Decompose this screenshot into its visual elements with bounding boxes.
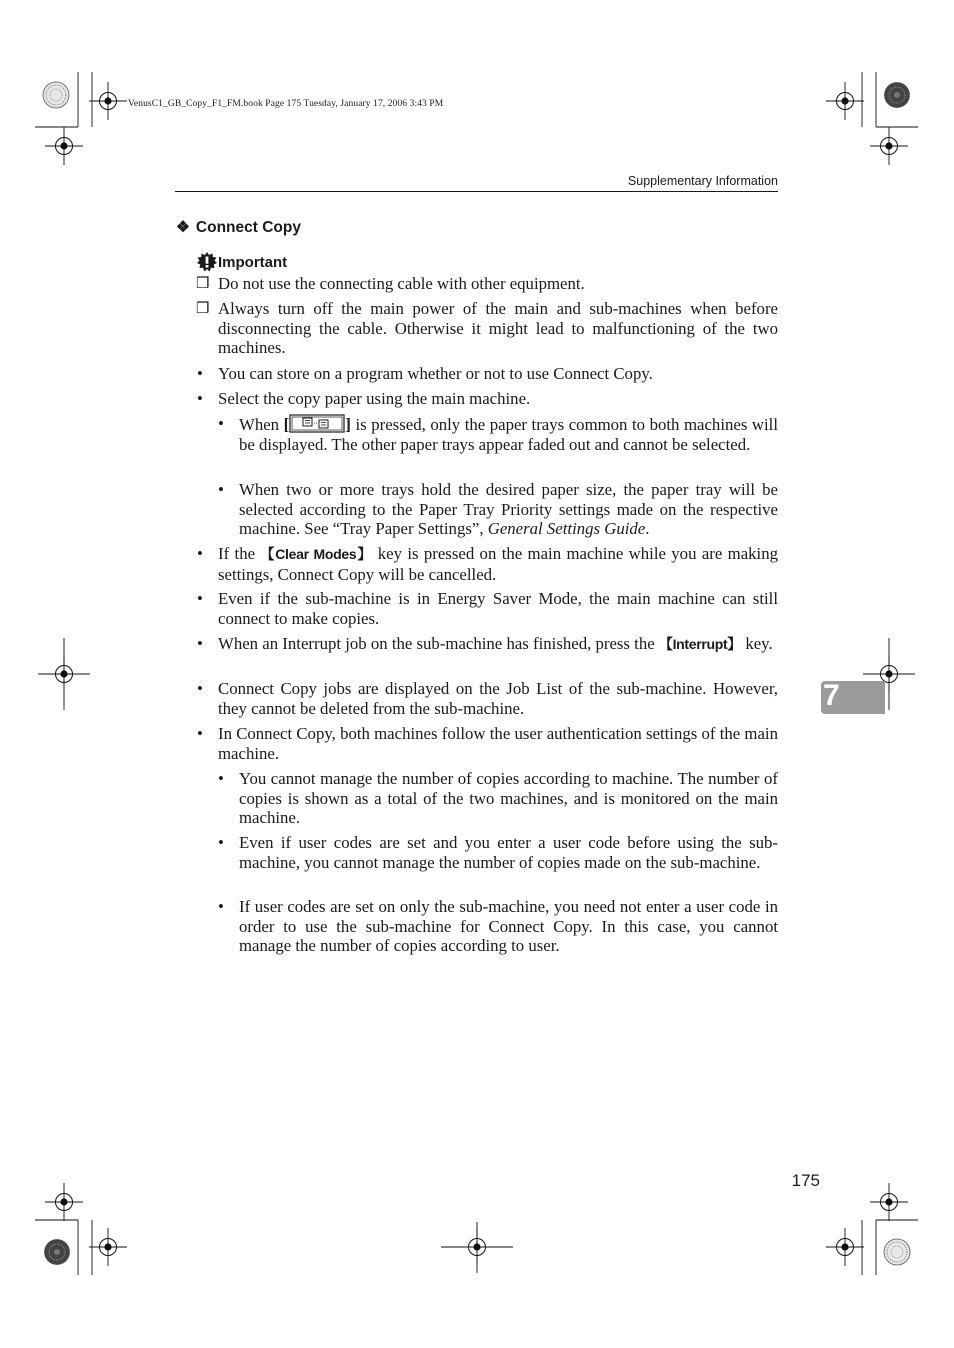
registration-disc-top-right [884, 82, 910, 108]
running-head: Supplementary Information [627, 174, 778, 188]
list-item: • You can store on a program whether or not to use Connect Copy. [197, 364, 653, 383]
registration-mark [89, 82, 127, 120]
bullet-icon: • [197, 634, 203, 653]
print-info: VenusC1_GB_Copy_F1_FM.book Page 175 Tuesday, January 17, 2006 3:43 PM [128, 99, 444, 109]
diamond-icon: ❖ [176, 219, 190, 236]
bullet-icon: • [197, 364, 203, 383]
chapter-tab [821, 681, 885, 714]
bullet-icon: • [197, 544, 203, 563]
important-item-2: ❒ Always turn off the main power of the main and sub-machines when before disconnecting the cable. Otherwise it might lead to malfunctioning of the two machines. [196, 299, 778, 358]
bullet-icon: • [218, 833, 224, 852]
section-title-text: Connect Copy [195, 219, 301, 236]
bullet-icon: • [218, 480, 224, 499]
list-item: • Select the copy paper using the main machine. [197, 389, 531, 408]
list-sub-item: • If user codes are set on only the sub-machine, you need not enter a user code in order to use the sub-machine for Connect Copy. In this case, you cannot manage the number of copies according to user. [218, 897, 778, 956]
list-sub-item: • Even if user codes are set and you enter a user code before using the sub-machine, you cannot manage the number of copies made on the sub-machine. [218, 833, 778, 872]
list-item: • Even if the sub-machine is in Energy Saver Mode, the main machine can still connect to make copies. [197, 589, 778, 628]
registration-mark [826, 82, 864, 120]
clear-modes-key: 【Clear Modes】 [260, 546, 373, 562]
section-title [176, 218, 301, 237]
interrupt-key: 【Interrupt】 [658, 636, 742, 652]
connect-copy-tray-key-icon [289, 414, 345, 433]
bullet-icon: • [218, 769, 224, 788]
bullet-icon: • [218, 897, 224, 916]
registration-disc-bottom-right [884, 1239, 910, 1265]
list-item: • In Connect Copy, both machines follow the user authentication settings of the main machine. [197, 724, 778, 763]
list-sub-item: • You cannot manage the number of copies according to machine. The number of copies is shown as a total of the two machines, and is monitored on the main machine. [218, 769, 778, 828]
list-item: • If the 【Clear Modes】 key is pressed on the main machine while you are making settings, Connect Copy will be cancelled. [197, 544, 778, 584]
checkbox-icon: ❒ [196, 301, 210, 317]
page-number: 175 [791, 1171, 820, 1190]
list-sub-item: • When [ ] is pressed, only the paper trays common to both machines will be displayed. The other paper trays appear faded out and cannot be selected. [218, 414, 778, 454]
registration-disc-top-left [43, 82, 69, 108]
bullet-icon: • [197, 679, 203, 698]
important-heading [197, 252, 287, 272]
manual-reference: General Settings Guide [487, 519, 646, 539]
registration-mark [870, 1183, 908, 1221]
list-sub-item: • When two or more trays hold the desired paper size, the paper tray will be selected according to the Paper Tray Priority settings made on the respective machine. See “Tray Paper Settings”, General Settings Guide. [218, 480, 778, 539]
chapter-number: 7 [823, 679, 840, 712]
important-gear-icon [197, 252, 217, 272]
important-label: Important [218, 253, 288, 271]
registration-mark [870, 127, 908, 165]
bullet-icon: • [218, 414, 224, 433]
registration-mark [45, 1183, 83, 1221]
bullet-icon: • [197, 389, 203, 408]
registration-mark [89, 1228, 127, 1266]
list-item: • Connect Copy jobs are displayed on the Job List of the sub-machine. However, they cannot be deleted from the sub-machine. [197, 679, 778, 718]
registration-mark [826, 1228, 864, 1266]
bullet-icon: • [197, 589, 203, 608]
checkbox-icon: ❒ [196, 276, 210, 292]
bullet-icon: • [197, 724, 203, 743]
list-item: • When an Interrupt job on the sub-machine has finished, press the 【Interrupt】 key. [197, 634, 773, 653]
important-item-1: ❒ Do not use the connecting cable with other equipment. [196, 274, 585, 293]
header-rule [175, 191, 778, 192]
registration-disc-bottom-left [44, 1239, 70, 1265]
registration-mark [45, 127, 83, 165]
